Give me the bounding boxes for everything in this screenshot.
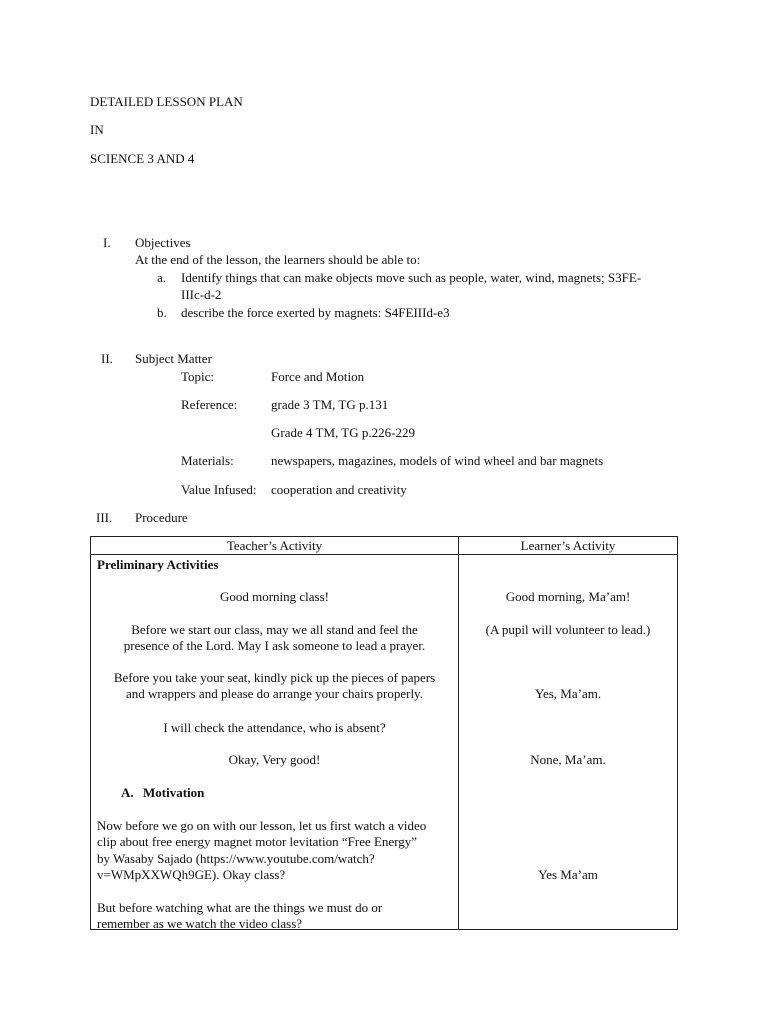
value-infused-value: cooperation and creativity — [271, 482, 407, 497]
motivation-line-5: But before watching what are the things we must do or — [97, 900, 383, 915]
motivation-heading: Motivation — [143, 785, 205, 800]
learner-activity-header: Learner’s Activity — [520, 538, 616, 553]
preliminary-activities-heading: Preliminary Activities — [97, 557, 219, 572]
teacher-activity-header: Teacher’s Activity — [226, 538, 323, 553]
motivation-line-4: v=WMpXXWQh9GE). Okay class? — [97, 867, 286, 882]
motivation-line-2: clip about free energy magnet motor levitation “Free Energy” — [97, 834, 418, 849]
title-line-3: SCIENCE 3 AND 4 — [90, 151, 195, 166]
subject-matter-numeral: II. — [101, 351, 113, 366]
teacher-prayer-line-2: presence of the Lord. May I ask someone to lead a prayer. — [123, 638, 426, 653]
teacher-cleanup-line-1: Before you take your seat, kindly pick up the pieces of papers — [113, 670, 436, 685]
learner-prayer: (A pupil will volunteer to lead.) — [485, 622, 651, 637]
subject-matter-heading: Subject Matter — [135, 351, 212, 366]
learner-greeting: Good morning, Ma’am! — [505, 589, 631, 604]
topic-value: Force and Motion — [271, 369, 365, 384]
motivation-line-1: Now before we go on with our lesson, let us first watch a video — [97, 818, 427, 833]
activity-table — [90, 536, 678, 930]
procedure-heading: Procedure — [135, 510, 188, 525]
teacher-cleanup-line-2: and wrappers and please do arrange your chairs properly. — [126, 686, 423, 701]
materials-label: Materials: — [181, 453, 234, 468]
table-header-divider — [91, 554, 677, 555]
motivation-line-6: remember as we watch the video class? — [97, 916, 303, 931]
materials-value: newspapers, magazines, models of wind wheel and bar magnets — [271, 453, 604, 468]
reference-label: Reference: — [181, 397, 238, 412]
teacher-greeting: Good morning class! — [219, 589, 330, 604]
procedure-numeral: III. — [96, 510, 113, 525]
title-line-2: IN — [90, 122, 104, 137]
teacher-prayer-line-1: Before we start our class, may we all stand and feel the — [131, 622, 418, 637]
objectives-intro: At the end of the lesson, the learners should be able to: — [135, 252, 421, 267]
title-line-1: DETAILED LESSON PLAN — [90, 94, 243, 109]
objectives-heading: Objectives — [135, 235, 191, 250]
objectives-numeral: I. — [103, 235, 111, 250]
reference-value-1: grade 3 TM, TG p.131 — [271, 397, 389, 412]
objective-a-marker: a. — [157, 270, 167, 285]
objective-b-marker: b. — [157, 305, 167, 320]
value-infused-label: Value Infused: — [181, 482, 257, 497]
topic-label: Topic: — [181, 369, 215, 384]
teacher-attendance: I will check the attendance, who is absent? — [163, 720, 386, 735]
objective-a-line-2: IIIc-d-2 — [181, 287, 222, 302]
learner-attendance-response: None, Ma’am. — [530, 752, 606, 767]
reference-value-2: Grade 4 TM, TG p.226-229 — [271, 425, 415, 440]
objective-a-line-1: Identify things that can make objects move such as people, water, wind, magnets; S3FE- — [181, 270, 642, 285]
learner-cleanup-response: Yes, Ma’am. — [534, 686, 602, 701]
motivation-marker: A. — [121, 785, 134, 800]
objective-b-line-1: describe the force exerted by magnets: S4FEIIId-e3 — [181, 305, 450, 320]
learner-video-response: Yes Ma’am — [538, 867, 598, 882]
motivation-line-3: by Wasaby Sajado (https://www.youtube.com/watch? — [97, 851, 375, 866]
teacher-very-good: Okay, Very good! — [228, 752, 321, 767]
